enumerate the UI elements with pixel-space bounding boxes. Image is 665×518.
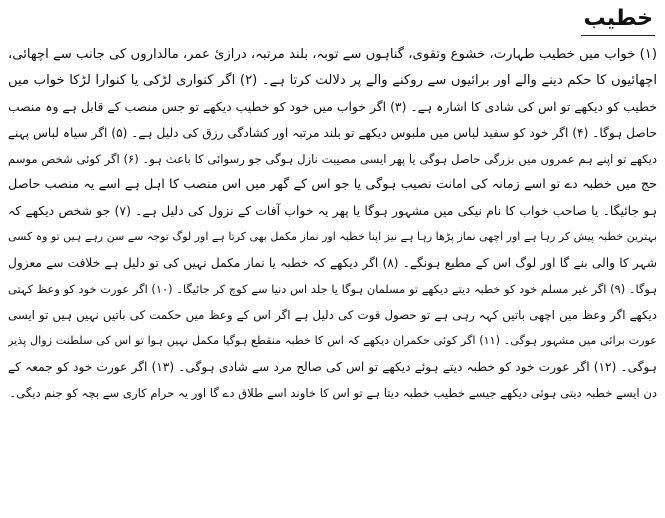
text-line: حج میں خطبہ دے تو اسے زمانہ کی امانت نصیب ہوگی یا جو اس کے گھر میں اس منصب کا اہل ہے اسے یہ منصب حاصل [8,177,657,192]
text-line: ہوگی۔ (۱۲) اگر عورت خود کو خطبہ دیتے ہوئے دیکھے تو اس کی صالح مرد سے شادی ہوگی۔ (۱۳) اگر عورت خود کو جمعہ کے [8,360,657,374]
text-line: دیکھے تو اپنے ہم عمروں میں بزرگی حاصل ہوگی یا پھر ایسی مصیبت نازل ہوگی جو رسوائی کا باعث ہو۔ (۶) اگر کوئی شخص موسم [8,152,657,166]
text-line: عورت برائی میں مشہور ہوگی۔ (۱۱) اگر کوئی حکمران دیکھے کہ اس کا خطبہ منقطع ہوگیا مکمل نہیں ہوا تو اس کی سلطنت زوال پذیر [8,334,657,347]
text-line: شہر کا والی بنے گا اور لوگ اس کے مطیع ہونگے۔ (۸) اگر دیکھے کہ خطبہ یا نماز مکمل نہیں کی تو دلیل ہے خلافت سے معزول [8,256,657,270]
text-line: اچھائیوں کا حکم دینے والے اور برائیوں سے روکنے والے پر دلالت کرتا ہے۔ (۲) اگر کنواری لڑکی یا کنوارا لڑکا خواب میں [8,73,657,88]
text-line: ہو جائیگا۔ یا صاحب خواب کا نام نیکی میں مشہور ہوگا یا پھر یہ خواب آفات کے نزول کی دلیل ہے۔ (۷) جو شخص دیکھے کہ [8,203,657,218]
page-title: خطیب [581,4,655,36]
body-paragraph [8,42,657,406]
title-row [8,4,657,42]
text-line: دیکھے اگر وعظ میں اچھی باتیں کہہ رہی ہے تو حصول قوت کی دلیل ہے اگر اس کے وعظ میں حکمت کی باتیں نہیں ہیں تو ایسی [8,308,657,322]
text-line: حاصل ہوگا۔ (۴) اگر خود کو سفید لباس میں ملبوس دیکھے تو بلند مرتبہ اور کشادگی رزق کی دلیل ہے۔ (۵) اگر سیاہ لباس پہنے [8,126,657,140]
text-line: (۱) خواب میں خطیب طہارت، خشوع وتقوی، گناہوں سے توبہ، بلند مرتبہ، درازئ عمر، مالداروں کی جانب سے اچھائی، [8,47,657,62]
text-line: خطیب کو دیکھے تو اس کی شادی کا اشارہ ہے۔ (۳) اگر خواب میں خود کو خطیب دیکھے تو جس منصب کے قابل ہے وہ منصب [8,99,657,114]
text-line: ہوگا۔ (۹) اگر غیر مسلم خود کو خطبہ دیتے دیکھے تو مسلمان ہوگا یا جلد اس دنیا سے کوچ کر جائیگا۔ (۱۰) اگر عورت خود کو وعظ کہتی [8,282,657,296]
text-line: دن ایسے خطبہ دیتی ہوئی دیکھے جیسے خطیب خطبہ دیتا ہے تو اس کا خاوند اسے طلاق دے گا اور یہ حرام کاری سے بچہ کو جنم دیگی۔ [9,386,657,400]
text-line: بہترین خطبہ پیش کر رہا ہے اور اچھی نماز پڑھا رہا ہے نیز اپنا خطبہ اور نماز مکمل بھی کرتا ہے اور لوگ توجہ سے سن رہے ہیں تو وہ کسی [8,230,657,243]
